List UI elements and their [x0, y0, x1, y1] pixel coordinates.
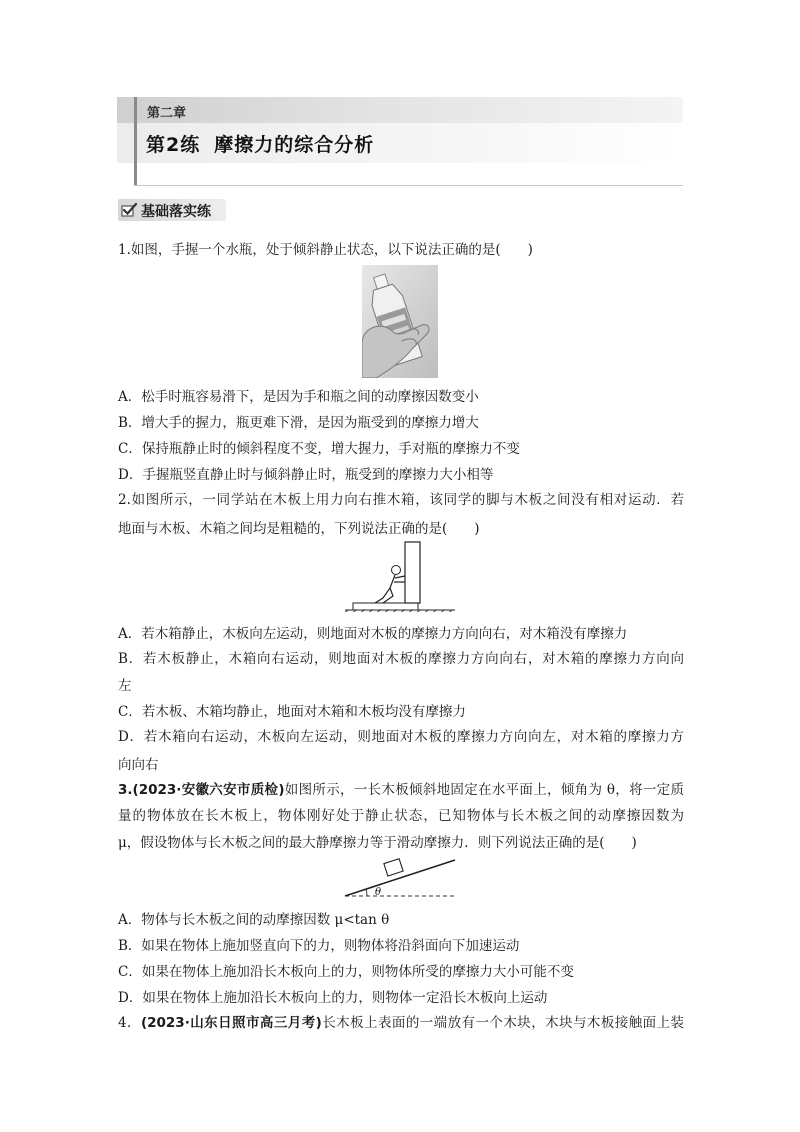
lesson-number: 第2练: [146, 134, 201, 156]
q3-option-a: A．物体与长木板之间的动摩擦因数 μ<tan θ: [118, 912, 390, 928]
q3-incline-figure: [343, 852, 457, 900]
q3-stem-line3: μ，假设物体与长木板之间的最大静摩擦力等于滑动摩擦力．则下列说法正确的是( ): [118, 835, 637, 851]
q1-option-c: C．保持瓶静止时的倾斜程度不变，增大握力，手对瓶的摩擦力不变: [118, 441, 520, 457]
q1-option-d: D．手握瓶竖直静止时与倾斜静止时，瓶受到的摩擦力大小相等: [118, 467, 494, 483]
q4-stem: [118, 1010, 684, 1036]
q2-option-b-line2: 左: [118, 678, 132, 694]
q1-stem: 1.如图，手握一个水瓶，处于倾斜静止状态，以下说法正确的是( ): [118, 242, 533, 258]
q4-number: 4．: [118, 1015, 141, 1031]
q3-source: 3.(2023·安徽六安市质检): [118, 782, 285, 798]
section-label: 基础落实练: [141, 204, 211, 220]
q4-stem-text: 长木板上表面的一端放有一个木块，木块与木板接触面上装: [321, 1015, 685, 1031]
q3-option-b: B．如果在物体上施加竖直向下的力，则物体将沿斜面向下加速运动: [118, 938, 520, 954]
q3-option-d: D．如果在物体上施加沿长木板向上的力，则物体一定沿长木板向上运动: [118, 990, 548, 1006]
q1-option-b: B．增大手的握力，瓶更难下滑，是因为瓶受到的摩擦力增大: [118, 415, 479, 431]
q3-stem-line1-text: 如图所示，一长木板倾斜地固定在水平面上，倾角为 θ，将一定质: [284, 782, 684, 798]
banner-underline: [134, 185, 683, 186]
q3-stem-line1: [118, 777, 684, 803]
q1-bottle-photo: [362, 265, 438, 378]
banner-top-strip: [117, 97, 683, 123]
q2-option-d-line1: D．若木箱向右运动，木板向左运动，则地面对木板的摩擦力方向向左，对木箱的摩擦力方: [118, 729, 684, 745]
q2-option-d-line2: 向向右: [118, 757, 159, 773]
q2-option-b-line1: B．若木板静止，木箱向右运动，则地面对木板的摩擦力方向向右，对木箱的摩擦力方向向: [118, 651, 684, 667]
q3-angle-label: θ: [375, 887, 382, 898]
chapter-label: 第二章: [147, 106, 187, 121]
lesson-title: [146, 130, 374, 157]
q3-option-c: C．如果在物体上施加沿长木板向上的力，则物体所受的摩擦力大小可能不变: [118, 964, 574, 980]
q2-option-c: C．若木板、木箱均静止，地面对木箱和木板均没有摩擦力: [118, 704, 466, 720]
banner-accent-bar: [134, 97, 137, 185]
q2-option-a: A．若木箱静止，木板向左运动，则地面对木板的摩擦力方向向右，对木箱没有摩擦力: [118, 626, 628, 642]
chapter-banner: [117, 97, 683, 189]
q3-stem-line2: 量的物体放在长木板上，物体刚好处于静止状态，已知物体与长木板之间的动摩擦因数为: [118, 808, 684, 824]
q2-stem-line2: 地面与木板、木箱之间均是粗糙的，下列说法正确的是( ): [118, 521, 480, 537]
lesson-name: 摩擦力的综合分析: [214, 134, 375, 156]
q1-option-a: A．松手时瓶容易滑下，是因为手和瓶之间的动摩擦因数变小: [118, 389, 479, 405]
checkmark-icon: [121, 202, 137, 218]
q2-push-box-figure: [343, 540, 457, 612]
q4-source: (2023·山东日照市高三月考): [140, 1015, 322, 1031]
section-tag: [118, 199, 226, 221]
q2-stem-line1: 2.如图所示，一同学站在木板上用力向右推木箱，该同学的脚与木板之间没有相对运动．若: [118, 492, 684, 508]
